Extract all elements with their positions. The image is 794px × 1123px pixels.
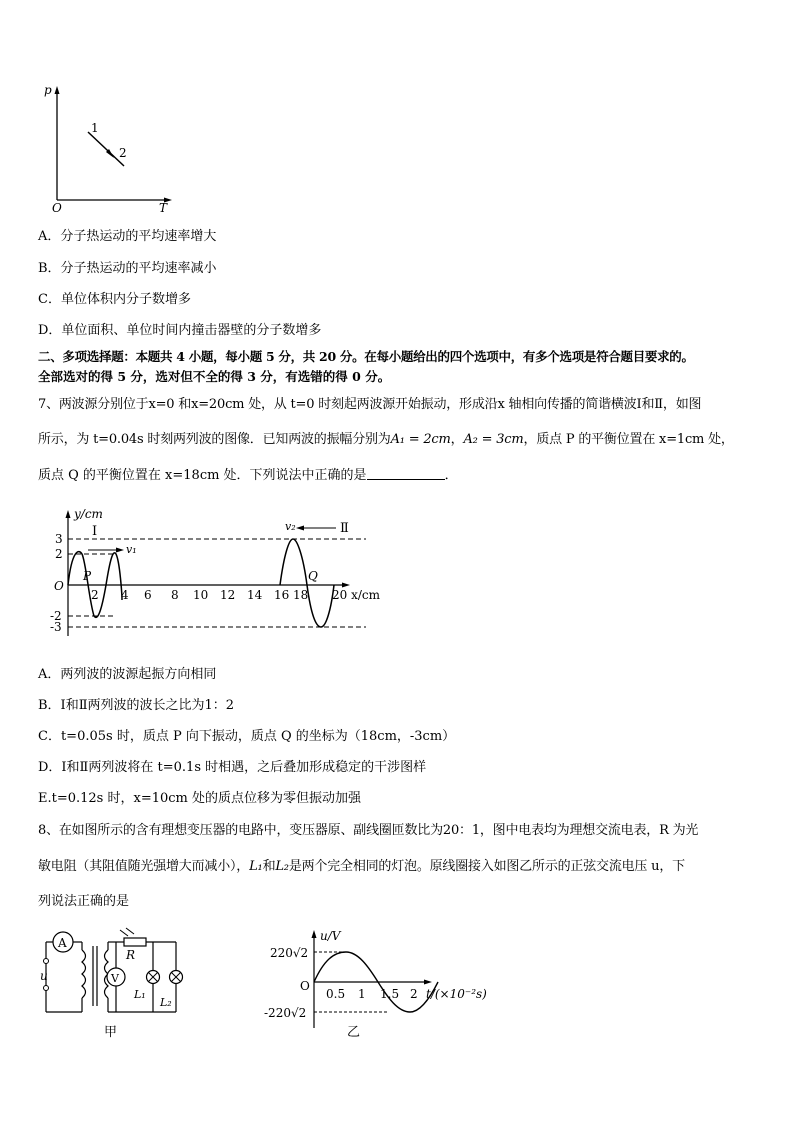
ammeter-label: A	[58, 936, 67, 950]
x-tick-16: 16	[274, 588, 290, 602]
t-tick-1-5: 1.5	[380, 987, 400, 1001]
state-1-label: 1	[91, 121, 99, 135]
q7-stem-line3-text: 质点 Q 的平衡位置在 x=18cm 处．下列说法中正确的是	[38, 468, 367, 483]
x-tick-18: 18	[293, 588, 309, 602]
answer-blank	[367, 467, 445, 480]
origin-label: O	[54, 579, 64, 593]
y-tick-2: 2	[55, 547, 63, 561]
resistor-r-label: R	[126, 948, 136, 962]
x-tick-10: 10	[193, 588, 209, 602]
u-max-label: 220√2	[270, 946, 309, 960]
t-tick-2: 2	[410, 987, 418, 1001]
point-p-label: P	[83, 569, 92, 583]
v2-label: v₂	[285, 520, 296, 533]
voltmeter-label: V	[111, 972, 119, 985]
q6-option-c: C．单位体积内分子数增多	[38, 292, 191, 307]
q8-stem-line3: 列说法正确的是	[38, 894, 130, 909]
wave-2-curve	[280, 539, 334, 627]
q7-option-c: C．t=0.05s 时，质点 P 向下振动，质点 Q 的坐标为（18cm，-3cm）	[38, 729, 456, 744]
q7-separator: ，	[450, 432, 464, 447]
point-q-label: Q	[308, 569, 318, 583]
y-axis-label: y/cm	[74, 507, 103, 521]
q7-amplitude-1: A₁ = 2cm	[390, 432, 451, 447]
q7-stem-line2	[38, 431, 734, 449]
x-tick-14: 14	[247, 588, 263, 602]
voltage-graph	[262, 924, 502, 1042]
u-axis-label: u/V	[320, 929, 341, 943]
state-2-label: 2	[119, 146, 127, 160]
x-tick-8: 8	[171, 588, 179, 602]
x-tick-12: 12	[220, 588, 236, 602]
q7-stem-line3-end: ．	[444, 468, 458, 483]
q7-stem-line3	[38, 467, 458, 485]
circuit-diagram	[36, 926, 196, 1042]
q7-stem-line2-part1: 所示，为 t=0.04s 时刻两列波的图像．已知两波的振幅分别为	[38, 432, 391, 447]
q6-option-b: B．分子热运动的平均速率减小	[38, 261, 217, 276]
x-tick-2: 2	[91, 588, 99, 602]
q7-stem-line1: 7、两波源分别位于x=0 和x=20cm 处，从 t=0 时刻起两波源开始振动，形成沿x 轴相向传播的简谐横波Ⅰ和Ⅱ，如图	[38, 397, 702, 412]
wave-graph	[46, 500, 396, 640]
x-tick-4: 4	[121, 588, 129, 602]
wave-1-label: Ⅰ	[92, 524, 98, 539]
x-axis-label: 20 x/cm	[332, 588, 380, 602]
q8-stem-line2	[38, 858, 685, 876]
t-axis-label: t/(×10⁻²s)	[426, 987, 487, 1001]
t-axis-label: T	[159, 201, 168, 214]
q8-and: 和	[262, 859, 276, 874]
lamp-l2-label: L₂	[160, 996, 172, 1009]
q7-option-e: E.t=0.12s 时，x=10cm 处的质点位移为零但振动加强	[38, 791, 361, 806]
lamp-l1-inline: L₁	[249, 859, 263, 874]
u-min-label: -220√2	[264, 1006, 307, 1020]
section2-heading-line2: 全部选对的得 5 分，选对但不全的得 3 分，有选错的得 0 分。	[38, 369, 391, 384]
pt-graph	[38, 82, 178, 214]
q6-option-d: D．单位面积、单位时间内撞击器壁的分子数增多	[38, 323, 322, 338]
caption-jia: 甲	[104, 1025, 118, 1040]
q6-option-a: A．分子热运动的平均速率增大	[38, 229, 217, 244]
q7-option-b: B．Ⅰ和Ⅱ两列波的波长之比为1：2	[38, 698, 235, 713]
origin-label: O	[52, 201, 62, 214]
section2-heading-line1: 二、多项选择题：本题共 4 小题，每小题 5 分，共 20 分。在每小题给出的四个选项中，有多个选项是符合题目要求的。	[38, 349, 694, 364]
x-tick-6: 6	[144, 588, 152, 602]
q7-option-d: D．Ⅰ和Ⅱ两列波将在 t=0.1s 时相遇，之后叠加形成稳定的干涉图样	[38, 760, 427, 775]
source-u-label: u	[40, 969, 48, 983]
y-tick-neg2: -2	[50, 609, 62, 623]
lamp-l2-inline: L₂	[275, 859, 289, 874]
origin-label: O	[300, 979, 310, 993]
q7-stem-line2-part2: ，质点 P 的平衡位置在 x=1cm 处，	[523, 432, 734, 447]
q8-stem-line1: 8、在如图所示的含有理想变压器的电路中，变压器原、副线圈匝数比为20：1，图中电表均为理想交流电表，R 为光	[38, 823, 699, 838]
q7-option-a: A．两列波的波源起振方向相同	[38, 667, 217, 682]
t-tick-0-5: 0.5	[326, 987, 346, 1001]
q8-stem-line2-part1: 敏电阻（其阻值随光强增大而减小），	[38, 859, 250, 874]
q7-amplitude-2: A₂ = 3cm	[463, 432, 524, 447]
lamp-l1-label: L₁	[134, 988, 146, 1001]
wave-2-label: Ⅱ	[340, 521, 349, 536]
caption-yi: 乙	[347, 1025, 361, 1040]
q8-stem-line2-part2: 是两个完全相同的灯泡。原线圈接入如图乙所示的正弦交流电压 u，下	[288, 859, 685, 874]
p-axis-label: p	[44, 83, 52, 97]
y-tick-3: 3	[55, 532, 63, 546]
y-tick-neg3: -3	[50, 620, 62, 634]
v1-label: v₁	[126, 543, 137, 556]
t-tick-1: 1	[358, 987, 366, 1001]
